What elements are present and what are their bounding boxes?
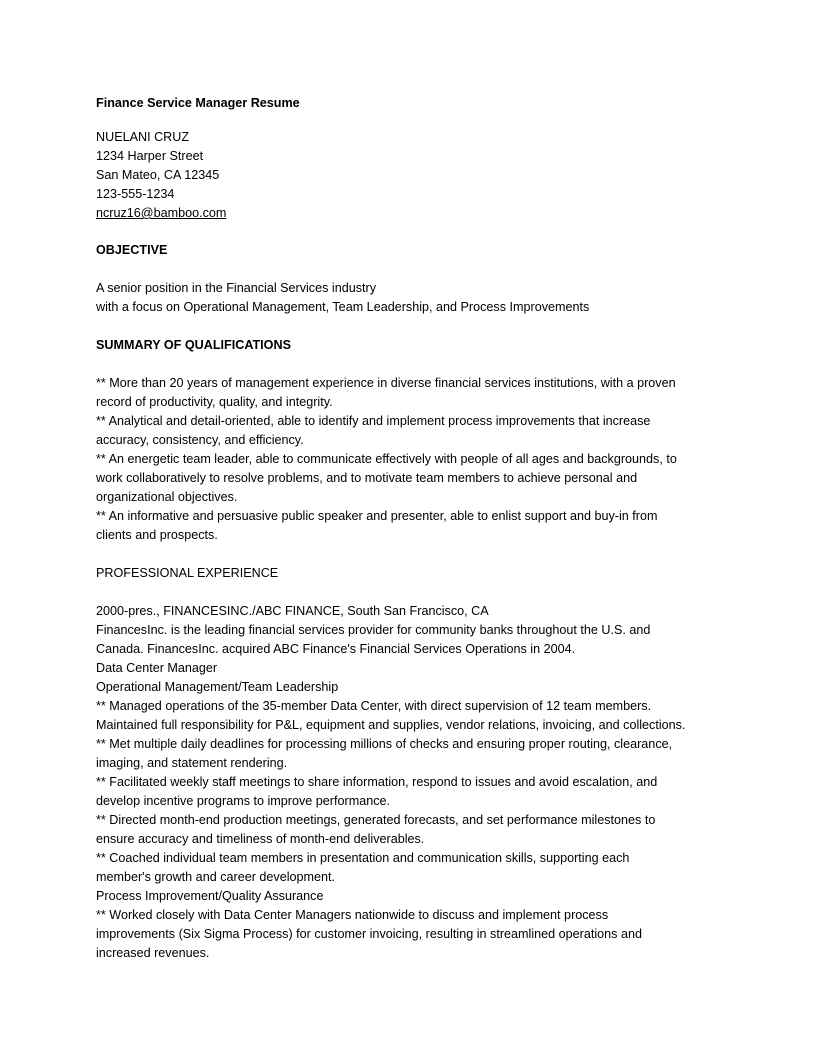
experience-line: Operational Management/Team Leadership bbox=[96, 680, 339, 694]
summary-line: ** An informative and persuasive public speaker and presenter, able to enlist support and buy-in from bbox=[96, 509, 658, 523]
experience-line: increased revenues. bbox=[96, 946, 210, 960]
contact-street: 1234 Harper Street bbox=[96, 149, 204, 163]
spacer bbox=[96, 260, 736, 279]
experience-line: Canada. FinancesInc. acquired ABC Finance's Financial Services Operations in 2004. bbox=[96, 642, 576, 656]
experience-line: ** Worked closely with Data Center Managers nationwide to discuss and implement process bbox=[96, 908, 609, 922]
experience-line: ** Coached individual team members in presentation and communication skills, supporting each bbox=[96, 851, 630, 865]
experience-line: ** Directed month-end production meetings, generated forecasts, and set performance milestones to bbox=[96, 813, 656, 827]
spacer bbox=[96, 583, 736, 602]
summary-line: organizational objectives. bbox=[96, 490, 238, 504]
objective-line: A senior position in the Financial Services industry bbox=[96, 281, 377, 295]
experience-line: 2000-pres., FINANCESINC./ABC FINANCE, South San Francisco, CA bbox=[96, 604, 489, 618]
experience-line: Data Center Manager bbox=[96, 661, 218, 675]
summary-line: accuracy, consistency, and efficiency. bbox=[96, 433, 304, 447]
experience-line: ** Met multiple daily deadlines for processing millions of checks and ensuring proper routing, clearance, bbox=[96, 737, 673, 751]
contact-email-line bbox=[96, 204, 736, 223]
experience-line: ** Managed operations of the 35-member Data Center, with direct supervision of 12 team members. bbox=[96, 699, 652, 713]
resume-page bbox=[96, 94, 736, 963]
contact-city: San Mateo, CA 12345 bbox=[96, 168, 220, 182]
spacer bbox=[96, 545, 736, 564]
summary-line: ** An energetic team leader, able to communicate effectively with people of all ages and backgrounds, to bbox=[96, 452, 677, 466]
spacer bbox=[96, 223, 736, 241]
summary-heading: SUMMARY OF QUALIFICATIONS bbox=[96, 338, 291, 352]
objective-heading: OBJECTIVE bbox=[96, 243, 168, 257]
contact-name: NUELANI CRUZ bbox=[96, 130, 190, 144]
experience-line: ensure accuracy and timeliness of month-end deliverables. bbox=[96, 832, 425, 846]
experience-line: Process Improvement/Quality Assurance bbox=[96, 889, 324, 903]
summary-text bbox=[96, 374, 736, 545]
experience-line: FinancesInc. is the leading financial services provider for community banks throughout the U.S. and bbox=[96, 623, 651, 637]
spacer bbox=[96, 355, 736, 374]
objective-text bbox=[96, 279, 736, 317]
experience-line: ** Facilitated weekly staff meetings to share information, respond to issues and avoid escalation, and bbox=[96, 775, 658, 789]
contact-phone: 123-555-1234 bbox=[96, 187, 175, 201]
contact-block bbox=[96, 128, 736, 223]
summary-line: work collaboratively to resolve problems, and to motivate team members to achieve personal and bbox=[96, 471, 638, 485]
experience-line: develop incentive programs to improve performance. bbox=[96, 794, 390, 808]
summary-line: ** Analytical and detail-oriented, able to identify and implement process improvements that increase bbox=[96, 414, 651, 428]
experience-text bbox=[96, 602, 736, 963]
experience-line: Maintained full responsibility for P&L, equipment and supplies, vendor relations, invoicing, and collections. bbox=[96, 718, 686, 732]
experience-line: member's growth and career development. bbox=[96, 870, 336, 884]
summary-line: ** More than 20 years of management experience in diverse financial services institutions, with a proven bbox=[96, 376, 676, 390]
spacer bbox=[96, 317, 736, 336]
experience-line: improvements (Six Sigma Process) for customer invoicing, resulting in streamlined operations and bbox=[96, 927, 642, 941]
contact-email-link[interactable]: ncruz16@bamboo.com bbox=[96, 206, 227, 220]
experience-heading: PROFESSIONAL EXPERIENCE bbox=[96, 566, 279, 580]
summary-line: clients and prospects. bbox=[96, 528, 218, 542]
document-title: Finance Service Manager Resume bbox=[96, 96, 300, 110]
summary-line: record of productivity, quality, and integrity. bbox=[96, 395, 333, 409]
objective-line: with a focus on Operational Management, Team Leadership, and Process Improvements bbox=[96, 300, 590, 314]
experience-line: imaging, and statement rendering. bbox=[96, 756, 288, 770]
